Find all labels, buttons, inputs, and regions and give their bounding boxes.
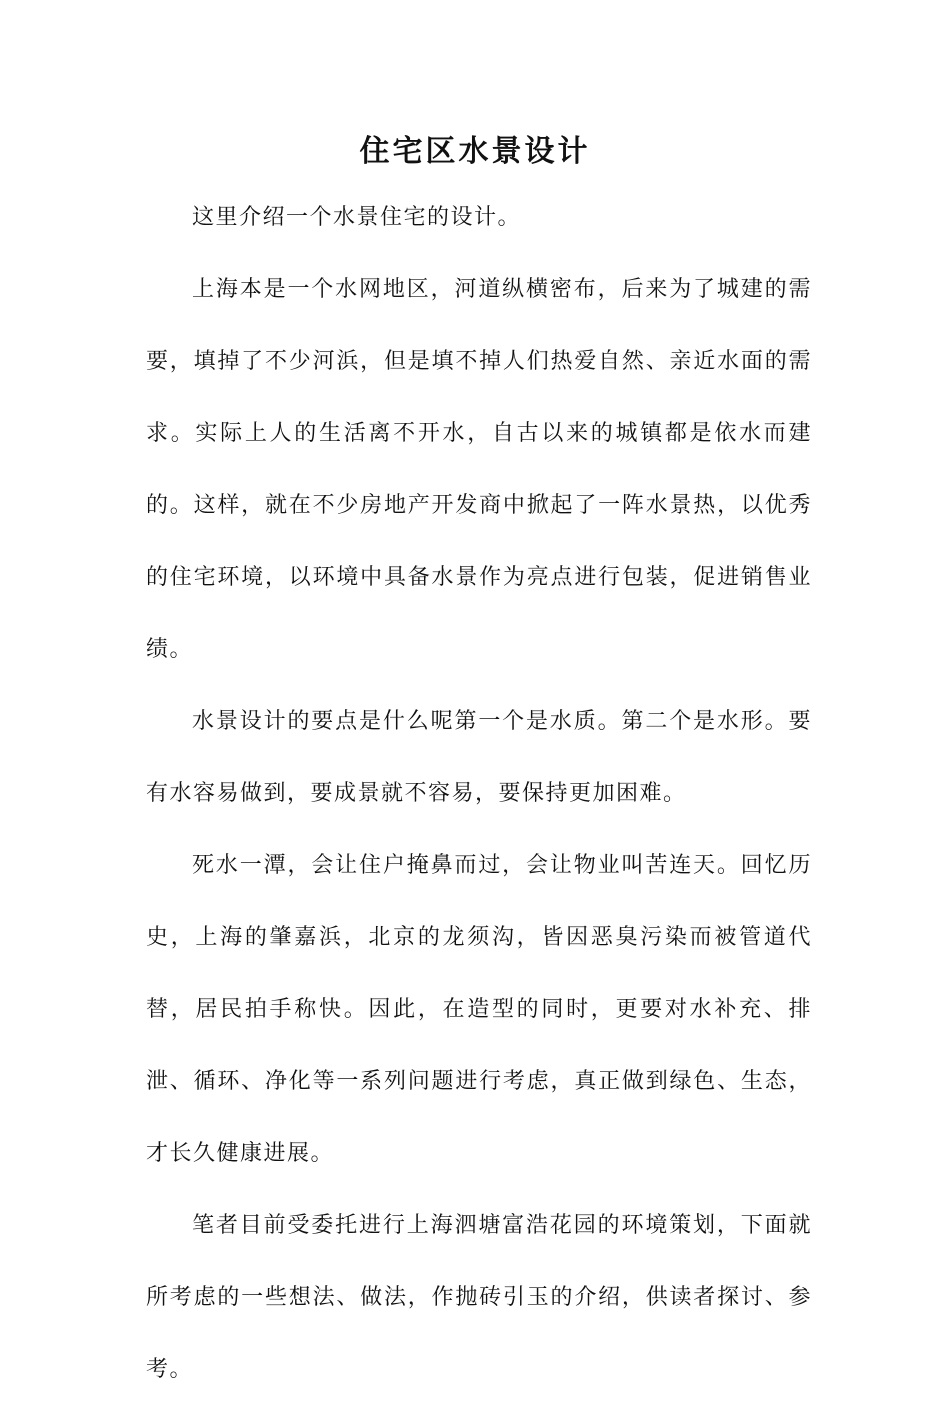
paragraph-4: 死水一潭，会让住户掩鼻而过，会让物业叫苦连天。回忆历史，上海的肇嘉浜，北京的龙须沟，皆因恶臭污染而被管道代替，居民拍手称快。因此，在造型的同时，更要对水补充、排泄、循环、净化等一系列问题进行考虑，真正做到绿色、生态，才长久健康进展。: [146, 853, 812, 1166]
paragraph-2: 上海本是一个水网地区，河道纵横密布，后来为了城建的需要，填掉了不少河浜，但是填不掉人们热爱自然、亲近水面的需求。实际上人的生活离不开水，自古以来的城镇都是依水而建的。这样，就在不少房地产开发商中掀起了一阵水景热，以优秀的住宅环境，以环境中具备水景作为亮点进行包装，促进销售业绩。: [146, 277, 812, 662]
paragraph-3: 水景设计的要点是什么呢第一个是水质。第二个是水形。要有水容易做到，要成景就不容易，要保持更加困难。: [146, 709, 812, 806]
paragraph-5: 笔者目前受委托进行上海泗塘富浩花园的环境策划，下面就所考虑的一些想法、做法，作抛砖引玉的介绍，供读者探讨、参考。: [146, 1213, 812, 1382]
paragraph-1: 这里介绍一个水景住宅的设计。: [192, 205, 522, 230]
document-title: 住宅区水景设计: [359, 134, 591, 169]
document-body: [146, 182, 812, 1406]
